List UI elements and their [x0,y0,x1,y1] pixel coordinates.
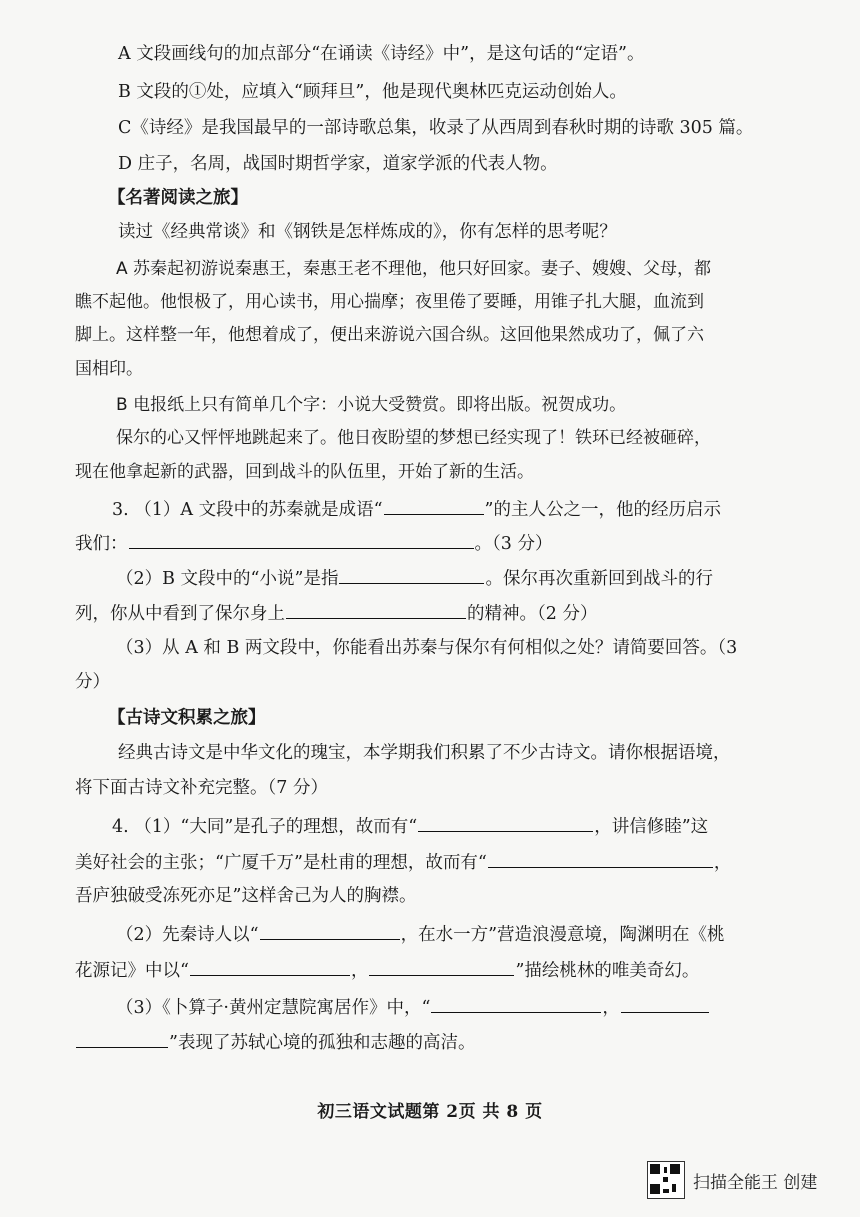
passage-a-line-4: 国相印。 [75,359,143,379]
reading-intro: 读过《经典常谈》和《钢铁是怎样炼成的》，你有怎样的思考呢？ [118,222,617,242]
q3-part2-line2: 列，你从中看到了保尔身上 的精神。（2 分） [75,600,855,626]
answer-blank[interactable] [129,530,474,549]
page-footer: 初三语文试题第 2页 共 8 页 [317,1102,543,1122]
section-heading-poetry: 【古诗文积累之旅】 [108,708,266,728]
q4-part2-line2: 花源记》中以“ ， ”描绘桃林的唯美奇幻。 [75,957,855,983]
section-heading-reading: 【名著阅读之旅】 [108,188,248,208]
passage-a-line-1: A 苏秦起初游说秦惠王，秦惠王老不理他，他只好回家。妻子、嫂嫂、父母，都 [116,259,712,279]
q3-part1-line1: 3. （1）A 文段中的苏秦就是成语“ ”的主人公之一，他的经历启示 [112,496,857,522]
passage-b-line-2: 保尔的心又怦怦地跳起来了。他日夜盼望的梦想已经实现了！铁环已经被砸碎， [116,428,711,448]
answer-blank[interactable] [260,921,400,940]
q4-part1-line3: 吾庐独破受冻死亦足”这样舍己为人的胸襟。 [75,886,417,906]
option-a: A 文段画线句的加点部分“在诵读《诗经》中”，是这句话的“定语”。 [118,44,645,64]
option-d: D 庄子，名周，战国时期哲学家，道家学派的代表人物。 [118,154,558,174]
option-c: C《诗经》是我国最早的一部诗歌总集，收录了从西周到春秋时期的诗歌 305 篇。 [118,118,754,138]
answer-blank[interactable] [190,957,350,976]
passage-b-line-3: 现在他拿起新的武器，回到战斗的队伍里，开始了新的生活。 [75,462,534,482]
option-b: B 文段的①处，应填入“顾拜旦”，他是现代奥林匹克运动创始人。 [118,82,627,102]
answer-blank[interactable] [369,957,514,976]
q3-part1-line2: 我们： 。（3 分） [75,530,855,556]
q4-part1-line2: 美好社会的主张；“广厦千万”是杜甫的理想，故而有“ ， [75,849,855,875]
passage-a-line-2: 瞧不起他。他恨极了，用心读书，用心揣摩；夜里倦了要睡，用锥子扎大腿，血流到 [75,292,704,312]
passage-b-line-1: B 电报纸上只有简单几个字：小说大受赞赏。即将出版。祝贺成功。 [116,395,627,415]
scanner-watermark [647,1162,817,1198]
q4-part2-line1: （2）先秦诗人以“ ，在水一方”营造浪漫意境，陶渊明在《桃 [116,921,856,947]
q3-part3-line2: 分） [75,672,110,692]
answer-blank[interactable] [621,994,709,1013]
qr-code-icon [647,1161,685,1199]
answer-blank[interactable] [76,1029,168,1048]
watermark-label: 扫描全能王 创建 [693,1172,818,1193]
answer-blank[interactable] [431,994,601,1013]
q3-part2-line1: （2）B 文段中的“小说”是指 。保尔再次重新回到战斗的行 [116,565,856,591]
q3-part3-line1: （3）从 A 和 B 两文段中，你能看出苏秦与保尔有何相似之处？请简要回答。（3 [116,638,738,658]
answer-blank[interactable] [286,600,466,619]
answer-blank[interactable] [488,849,713,868]
q4-part1-line1: 4. （1）“大同”是孔子的理想，故而有“ ，讲信修睦”这 [112,813,857,839]
answer-blank[interactable] [384,496,484,515]
answer-blank[interactable] [418,813,593,832]
q4-part3-line2: ”表现了苏轼心境的孤独和志趣的高洁。 [75,1029,855,1055]
poetry-intro-2: 将下面古诗文补充完整。（7 分） [75,778,328,798]
q4-part3-line1: （3）《卜算子·黄州定慧院寓居作》中，“ ， [116,994,856,1020]
poetry-intro-1: 经典古诗文是中华文化的瑰宝，本学期我们积累了不少古诗文。请你根据语境， [118,743,731,763]
answer-blank[interactable] [339,565,484,584]
passage-a-line-3: 脚上。这样整一年，他想着成了，便出来游说六国合纵。这回他果然成功了，佩了六 [75,325,704,345]
